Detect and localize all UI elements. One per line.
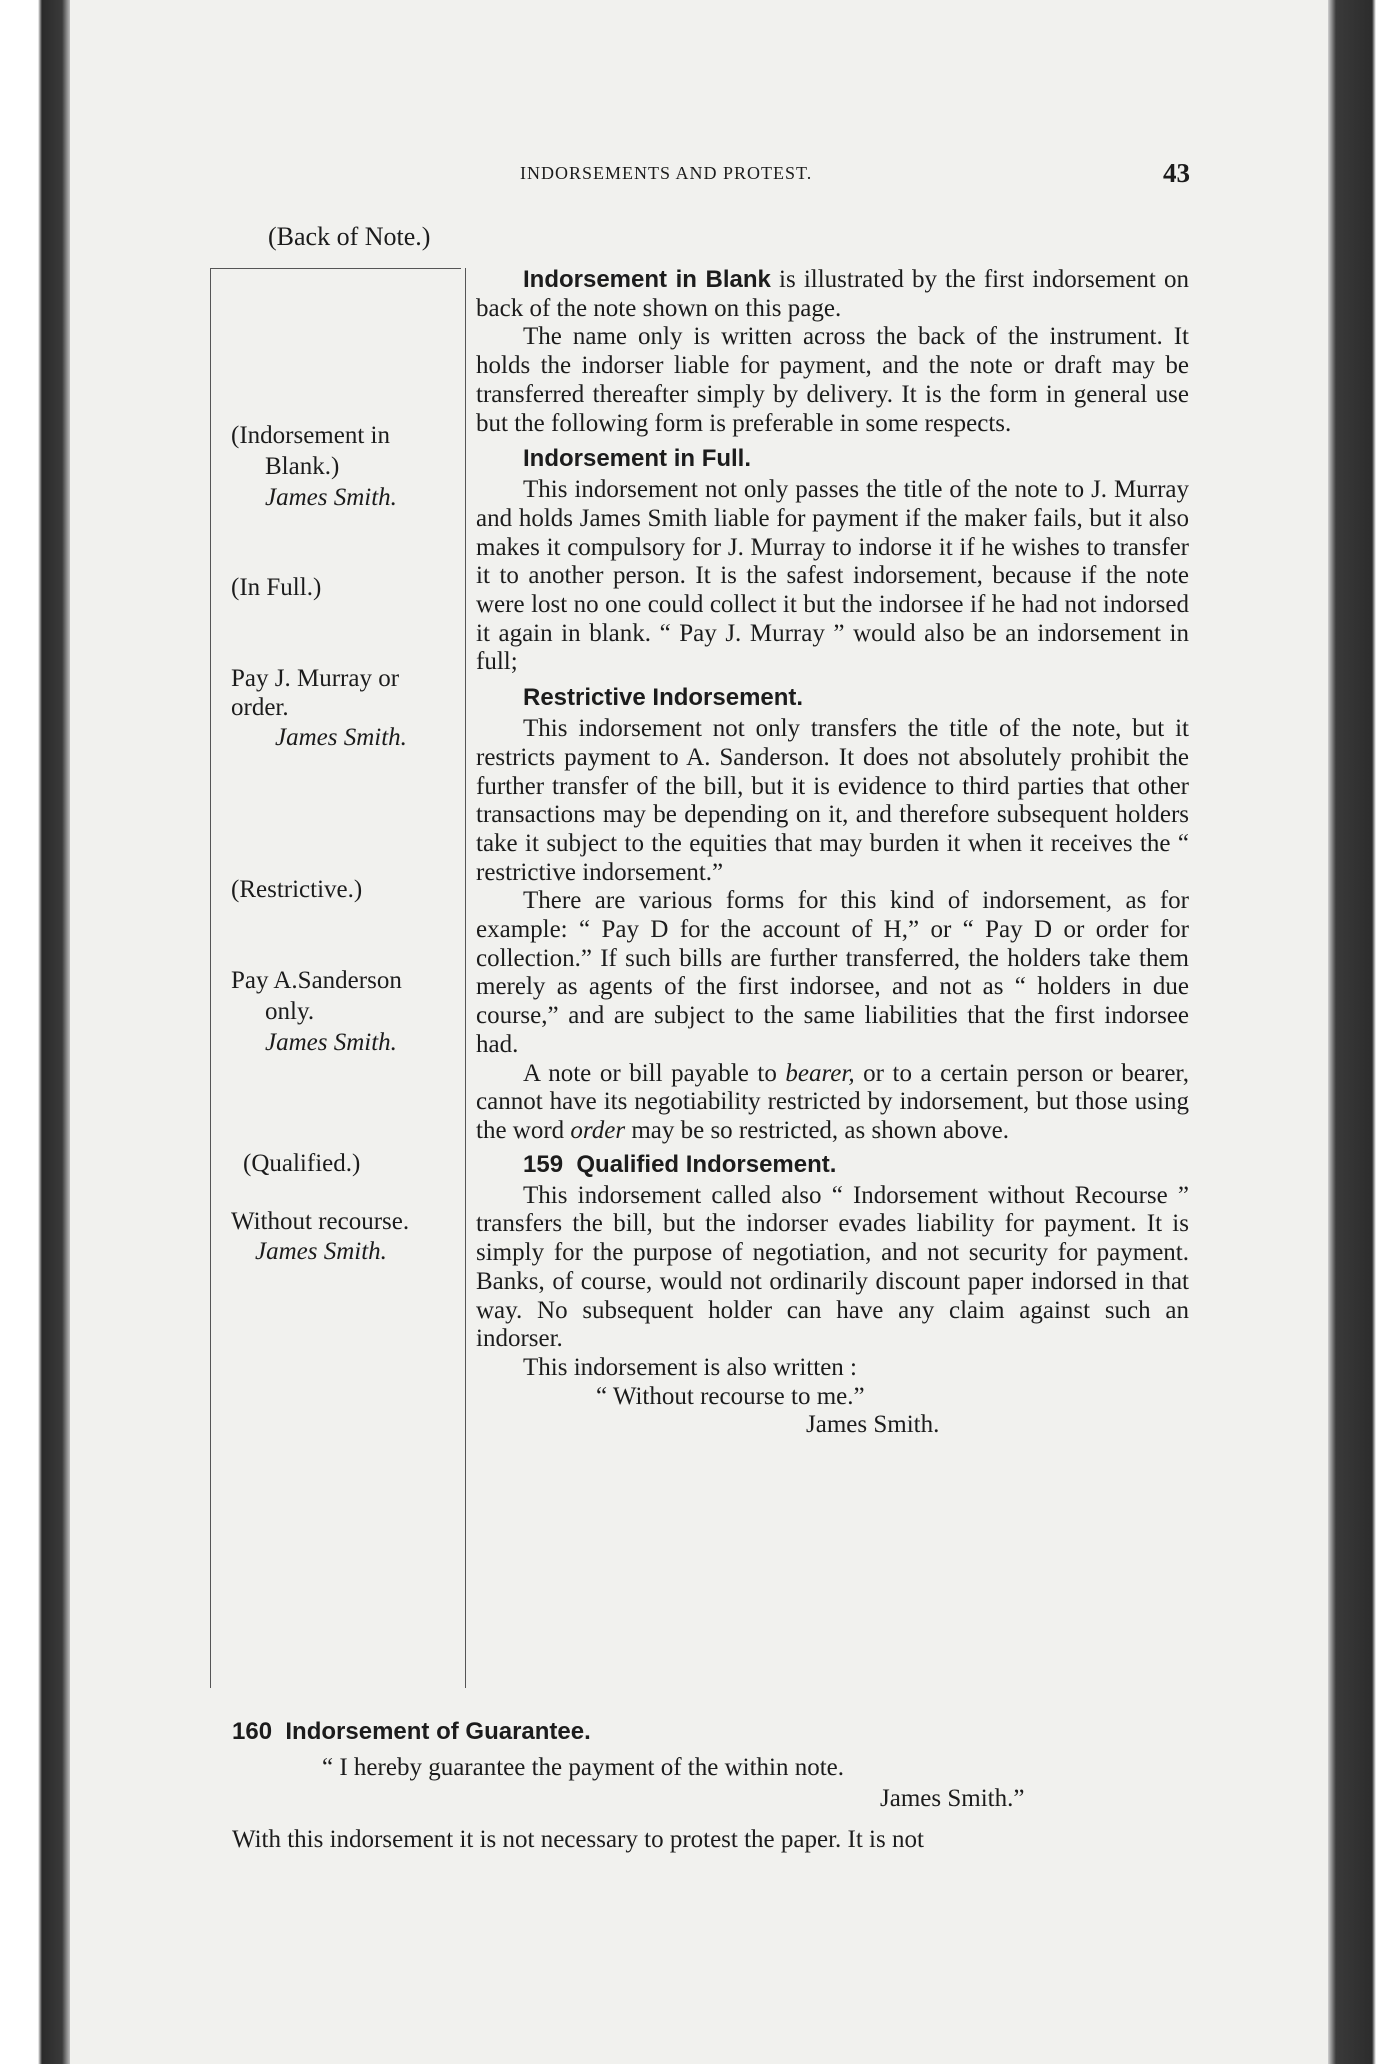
section-blank-paragraph: The name only is written across the back of the instrument. It holds the indorser liable for payment, and the note or draft may be transferred thereafter simply by delivery. It is the form in general use but the following form is preferable in some respects. bbox=[476, 323, 1189, 437]
example-full-text: Pay J. Murray or bbox=[231, 665, 400, 692]
section-blank-heading: Indorsement in Blank bbox=[523, 266, 771, 293]
back-of-note-caption: (Back of Note.) bbox=[268, 222, 431, 251]
section-restrictive-paragraph-2: There are various forms for this kind of indorsement, as for example: “ Pay D for the account of H,” or “ Pay D or order for collection.” If such bills are further transferred, the holders take them merely as agents of the first indorsee, and not as “ holders in due course,” and are subject to the same liabilities that the first indorsee had. bbox=[476, 887, 1189, 1058]
section-guarantee-number: 160 bbox=[232, 1718, 273, 1745]
section-qualified-paragraph-1: This indorsement called also “ Indorsement without Recourse ” transfers the bill, but the indorser evades liability for payment. It is simply for the purpose of negotiation, and not security for payment. Banks, of course, would not ordinarily discount paper indorsed in that way. No subsequent holder can have any claim against such an indorser. bbox=[476, 1181, 1189, 1353]
example-full-label: (In Full.) bbox=[231, 574, 322, 601]
section-guarantee-heading: 160 Indorsement of Guarantee. bbox=[232, 1718, 591, 1745]
example-restrictive-text: Pay A.Sanderson bbox=[231, 967, 402, 994]
section-restrictive-paragraph-1: This indorsement not only transfers the title of the note, but it restricts payment to A. Sanderson. It does not absolutely prohibit the further transfer of the bill, but it is evidence to third parties that other transactions may be depending on it, and therefore subsequent holders take it subject to the equities that may burden it when it receives the “ restrictive indorsement.” bbox=[476, 715, 1189, 886]
page-number: 43 bbox=[1163, 158, 1190, 188]
example-blank-signature: James Smith. bbox=[265, 484, 397, 511]
note-back-panel bbox=[210, 268, 466, 1688]
section-guarantee-quote: “ I hereby guarantee the payment of the within note. bbox=[322, 1754, 845, 1781]
example-full-text-cont: order. bbox=[231, 694, 289, 721]
section-qualified-signature: James Smith. bbox=[806, 1411, 940, 1439]
section-blank-lead: is illustrated by the first indorsement on back of the note shown on this page. bbox=[476, 266, 1189, 322]
section-restrictive-paragraph-3: A note or bill payable to bearer, or to a certain person or bearer, cannot have its negotiability restricted by indorsement, but those using the word order may be so restricted, as shown above. bbox=[476, 1059, 1190, 1144]
section-full-paragraph: This indorsement not only passes the title of the note to J. Murray and holds James Smith liable for payment if the maker fails, but it also makes it compulsory for J. Murray to indorse it if he wishes to transfer it to another person. It is the safest indorsement, because if the note were lost no one could collect it but the indorsee if he had not indorsed it again in blank. “ Pay J. Murray ” would also be an indorsement in full; bbox=[476, 476, 1189, 676]
section-restrictive-heading: Restrictive Indorsement. bbox=[523, 684, 804, 712]
section-qualified-number: 159 bbox=[523, 1150, 564, 1178]
running-head: INDORSEMENTS AND PROTEST. bbox=[520, 163, 813, 183]
section-guarantee-signature: James Smith.” bbox=[880, 1785, 1025, 1812]
example-restrictive-signature: James Smith. bbox=[265, 1029, 397, 1056]
main-text-column bbox=[476, 266, 1189, 1440]
section-qualified-quote: “ Without recourse to me.” bbox=[596, 1382, 865, 1410]
section-guarantee-paragraph: With this indorsement it is not necessary to protest the paper. It is not bbox=[232, 1826, 924, 1853]
example-restrictive-label: (Restrictive.) bbox=[231, 876, 363, 903]
binding-shadow-right bbox=[1328, 0, 1376, 2064]
binding-shadow-left bbox=[0, 0, 70, 2064]
example-qualified-label: (Qualified.) bbox=[243, 1150, 361, 1177]
section-full-heading: Indorsement in Full. bbox=[523, 445, 752, 473]
section-qualified-paragraph-2: This indorsement is also written : bbox=[523, 1353, 857, 1381]
section-blank-intro bbox=[476, 266, 1189, 323]
example-restrictive-text-cont: only. bbox=[265, 998, 315, 1025]
example-blank-label-cont: Blank.) bbox=[265, 453, 340, 480]
section-qualified-heading: 159 Qualified Indorsement. bbox=[523, 1150, 837, 1178]
example-qualified-signature: James Smith. bbox=[255, 1238, 387, 1265]
example-blank-label: (Indorsement in bbox=[231, 422, 390, 449]
guarantee-section bbox=[232, 1712, 1187, 1855]
example-qualified-text: Without recourse. bbox=[231, 1208, 410, 1235]
panel-top-rule bbox=[211, 268, 461, 269]
example-full-signature: James Smith. bbox=[275, 724, 407, 751]
